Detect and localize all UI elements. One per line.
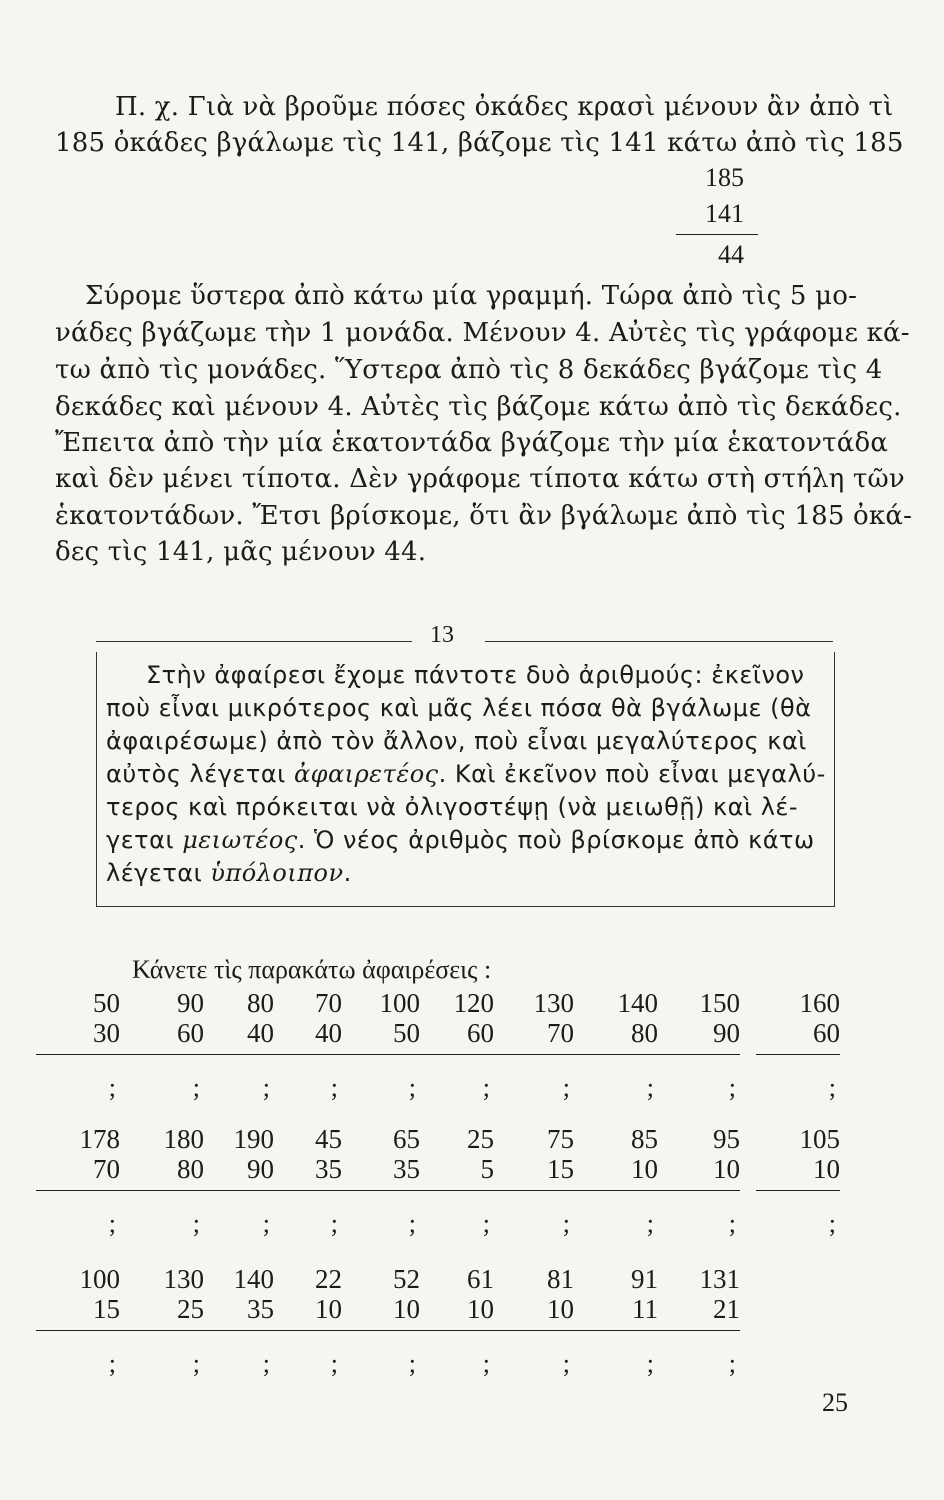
exercise-minuend: 130: [163, 1264, 204, 1294]
exercise-answer-blank: ;: [828, 1209, 836, 1238]
exercise-item: [36, 988, 120, 1103]
term-ypoloipon: ὑπόλοιπον: [210, 859, 344, 887]
exercise-answer-blank: ;: [482, 1349, 490, 1378]
exercise-item: [336, 1124, 420, 1239]
exercise-minuend: 140: [233, 1264, 274, 1294]
exercise-answer-blank: ;: [408, 1073, 416, 1102]
exercise-answer-blank: ;: [728, 1073, 736, 1102]
exercise-answer-blank: ;: [562, 1073, 570, 1102]
exercise-answer-blank: ;: [828, 1073, 836, 1102]
box-text: . Καὶ ἐκεῖνον ποὺ εἶναι μεγαλύ-: [438, 760, 826, 788]
exercise-minuend: 25: [467, 1124, 494, 1154]
exercise-subtrahend: 10: [410, 1294, 494, 1331]
exercise-answer-blank: ;: [562, 1209, 570, 1238]
exercise-item: [490, 1264, 574, 1379]
exercise-subtrahend: 90: [656, 1018, 740, 1055]
exercise-answer-blank: ;: [482, 1073, 490, 1102]
exercise-subtrahend: 15: [490, 1154, 574, 1191]
exercise-minuend: 90: [177, 988, 204, 1018]
exercise-answer-blank: ;: [108, 1349, 116, 1378]
intro-line: Π. χ. Γιὰ νὰ βροῦμε πόσες ὀκάδες κρασὶ μένουν ἂν ἀπὸ τὶ: [115, 92, 894, 122]
exercise-subtrahend: 21: [656, 1294, 740, 1331]
exercise-answer-blank: ;: [562, 1349, 570, 1378]
body-line: Ἔπειτα ἀπὸ τὴν μία ἑκατοντάδα βγάζομε τὴν μία ἑκατοντάδα: [55, 428, 889, 458]
exercise-subtrahend: 10: [258, 1294, 342, 1331]
section-number: 13: [430, 622, 454, 648]
exercise-answer-blank: ;: [192, 1073, 200, 1102]
exercise-subtrahend: 60: [756, 1018, 840, 1055]
box-line: [106, 759, 826, 789]
exercise-subtrahend: 80: [574, 1018, 658, 1055]
exercise-answer-blank: ;: [408, 1349, 416, 1378]
calc-result: 44: [718, 240, 744, 269]
exercise-answer-blank: ;: [646, 1349, 654, 1378]
box-line: [106, 825, 815, 855]
page-number: 25: [822, 1388, 848, 1417]
exercise-subtrahend: 40: [190, 1018, 274, 1055]
calc-subtrahend: 141: [705, 199, 744, 228]
box-text: αὐτὸς λέγεται: [106, 760, 294, 788]
exercise-minuend: 100: [79, 1264, 120, 1294]
exercise-minuend: 81: [547, 1264, 574, 1294]
exercise-subtrahend: 70: [490, 1018, 574, 1055]
exercise-minuend: 150: [699, 988, 740, 1018]
exercise-item: [410, 1264, 494, 1379]
box-text: . Ὁ νέος ἀριθμὸς ποὺ βρίσκομε ἀπὸ κάτω: [297, 826, 815, 854]
body-line: τω ἀπὸ τὶς μονάδες. Ὕστερα ἀπὸ τὶς 8 δεκάδες βγάζομε τὶς 4: [55, 355, 883, 385]
exercise-minuend: 190: [233, 1124, 274, 1154]
exercise-item: [574, 1264, 658, 1379]
exercise-answer-blank: ;: [408, 1209, 416, 1238]
exercise-item: [574, 988, 658, 1103]
exercise-subtrahend: 10: [756, 1154, 840, 1191]
exercise-answer-blank: ;: [262, 1349, 270, 1378]
exercise-item: [258, 988, 342, 1103]
exercise-minuend: 65: [393, 1124, 420, 1154]
exercise-minuend: 75: [547, 1124, 574, 1154]
body-line: νάδες βγάζωμε τὴν 1 μονάδα. Μένουν 4. Αὐτὲς τὶς γράφομε κά-: [55, 318, 910, 348]
exercise-subtrahend: 10: [490, 1294, 574, 1331]
divider-left: [96, 641, 412, 642]
exercise-subtrahend: 35: [336, 1154, 420, 1191]
exercise-item: [656, 1124, 740, 1239]
exercise-minuend: 120: [453, 988, 494, 1018]
exercise-subtrahend: 10: [574, 1154, 658, 1191]
intro-line: 185 ὀκάδες βγάλωμε τὶς 141, βάζομε τὶς 141 κάτω ἀπὸ τὶς 185: [55, 128, 904, 158]
exercise-answer-blank: ;: [192, 1209, 200, 1238]
exercise-minuend: 80: [247, 988, 274, 1018]
exercise-item: [410, 988, 494, 1103]
exercise-item: [36, 1264, 120, 1379]
exercise-minuend: 85: [631, 1124, 658, 1154]
exercise-subtrahend: 60: [410, 1018, 494, 1055]
exercise-answer-blank: ;: [646, 1073, 654, 1102]
exercise-minuend: 50: [93, 988, 120, 1018]
exercise-minuend: 180: [163, 1124, 204, 1154]
exercise-minuend: 140: [617, 988, 658, 1018]
exercise-answer-blank: ;: [192, 1349, 200, 1378]
body-line: ἑκατοντάδων. Ἔτσι βρίσκομε, ὅτι ἂν βγάλωμε ἀπὸ τὶς 185 ὀκά-: [55, 501, 913, 531]
exercise-subtrahend: 30: [36, 1018, 120, 1055]
exercise-minuend: 130: [533, 988, 574, 1018]
body-line: Σύρομε ὕστερα ἀπὸ κάτω μία γραμμή. Τώρα ἀπὸ τὶς 5 μο-: [85, 281, 858, 311]
exercises-title: Κάνετε τὶς παρακάτω ἀφαιρέσεις :: [132, 955, 492, 984]
exercise-minuend: 70: [315, 988, 342, 1018]
box-line: τερος καὶ πρόκειται νὰ ὀλιγοστέψῃ (νὰ μειωθῇ) καὶ λέ-: [106, 793, 799, 821]
box-line: Στὴν ἀφαίρεσι ἔχομε πάντοτε δυὸ ἀριθμούς: ἐκεῖνον: [146, 661, 805, 689]
body-line: καὶ δὲν μένει τίποτα. Δὲν γράφομε τίποτα κάτω στὴ στήλη τῶν: [55, 464, 905, 494]
exercise-subtrahend: 35: [190, 1294, 274, 1331]
exercise-item: [336, 1264, 420, 1379]
exercise-answer-blank: ;: [728, 1209, 736, 1238]
exercise-item: [36, 1124, 120, 1239]
exercise-subtrahend: 11: [574, 1294, 658, 1331]
box-line: ποὺ εἶναι μικρότερος καὶ μᾶς λέει πόσα θὰ βγάλωμε (θὰ: [106, 694, 812, 722]
exercise-item: [574, 1124, 658, 1239]
exercise-answer-blank: ;: [262, 1209, 270, 1238]
exercise-subtrahend: 10: [656, 1154, 740, 1191]
exercise-answer-blank: ;: [728, 1349, 736, 1378]
calc-minuend: 185: [705, 163, 744, 192]
body-line: δες τὶς 141, μᾶς μένουν 44.: [55, 537, 427, 567]
body-line: δεκάδες καὶ μένουν 4. Αὐτὲς τὶς βάζομε κάτω ἀπὸ τὶς δεκάδες.: [55, 392, 902, 422]
exercise-minuend: 91: [631, 1264, 658, 1294]
box-line: [106, 858, 352, 888]
exercise-subtrahend: 15: [36, 1294, 120, 1331]
exercise-item: [410, 1124, 494, 1239]
exercise-item: [490, 1124, 574, 1239]
exercise-item: [756, 1124, 840, 1239]
exercise-minuend: 178: [79, 1124, 120, 1154]
exercise-subtrahend: 70: [36, 1154, 120, 1191]
exercise-minuend: 61: [467, 1264, 494, 1294]
exercise-item: [490, 988, 574, 1103]
exercise-subtrahend: 5: [410, 1154, 494, 1191]
exercise-item: [258, 1264, 342, 1379]
exercise-subtrahend: 10: [336, 1294, 420, 1331]
divider-right: [485, 641, 833, 642]
exercise-minuend: 52: [393, 1264, 420, 1294]
exercise-subtrahend: 25: [120, 1294, 204, 1331]
exercise-minuend: 160: [799, 988, 840, 1018]
box-text: λέγεται: [106, 859, 211, 887]
exercise-minuend: 131: [699, 1264, 740, 1294]
exercise-subtrahend: 35: [258, 1154, 342, 1191]
exercise-minuend: 100: [379, 988, 420, 1018]
exercise-subtrahend: 90: [190, 1154, 274, 1191]
box-text: γεται: [106, 826, 183, 854]
exercise-item: [258, 1124, 342, 1239]
exercise-item: [656, 988, 740, 1103]
box-line: ἀφαιρέσωμε) ἀπὸ τὸν ἄλλον, ποὺ εἶναι μεγαλύτερος καὶ: [106, 727, 807, 755]
exercise-minuend: 45: [315, 1124, 342, 1154]
exercise-subtrahend: 40: [258, 1018, 342, 1055]
exercise-answer-blank: ;: [108, 1073, 116, 1102]
term-aphairetéos: ἀφαιρετέος: [293, 760, 439, 788]
exercise-minuend: 95: [713, 1124, 740, 1154]
exercise-answer-blank: ;: [262, 1073, 270, 1102]
exercise-answer-blank: ;: [330, 1349, 338, 1378]
box-text: .: [343, 859, 352, 887]
exercise-item: [656, 1264, 740, 1379]
term-meioteos: μειωτέος: [182, 826, 298, 854]
calc-rule: [676, 234, 758, 235]
exercise-answer-blank: ;: [108, 1209, 116, 1238]
exercise-subtrahend: 50: [336, 1018, 420, 1055]
exercise-answer-blank: ;: [330, 1073, 338, 1102]
exercise-item: [336, 988, 420, 1103]
exercise-answer-blank: ;: [482, 1209, 490, 1238]
exercise-minuend: 22: [315, 1264, 342, 1294]
exercise-minuend: 105: [799, 1124, 840, 1154]
exercise-item: [756, 988, 840, 1103]
exercise-answer-blank: ;: [646, 1209, 654, 1238]
exercise-answer-blank: ;: [330, 1209, 338, 1238]
exercise-subtrahend: 60: [120, 1018, 204, 1055]
exercise-subtrahend: 80: [120, 1154, 204, 1191]
